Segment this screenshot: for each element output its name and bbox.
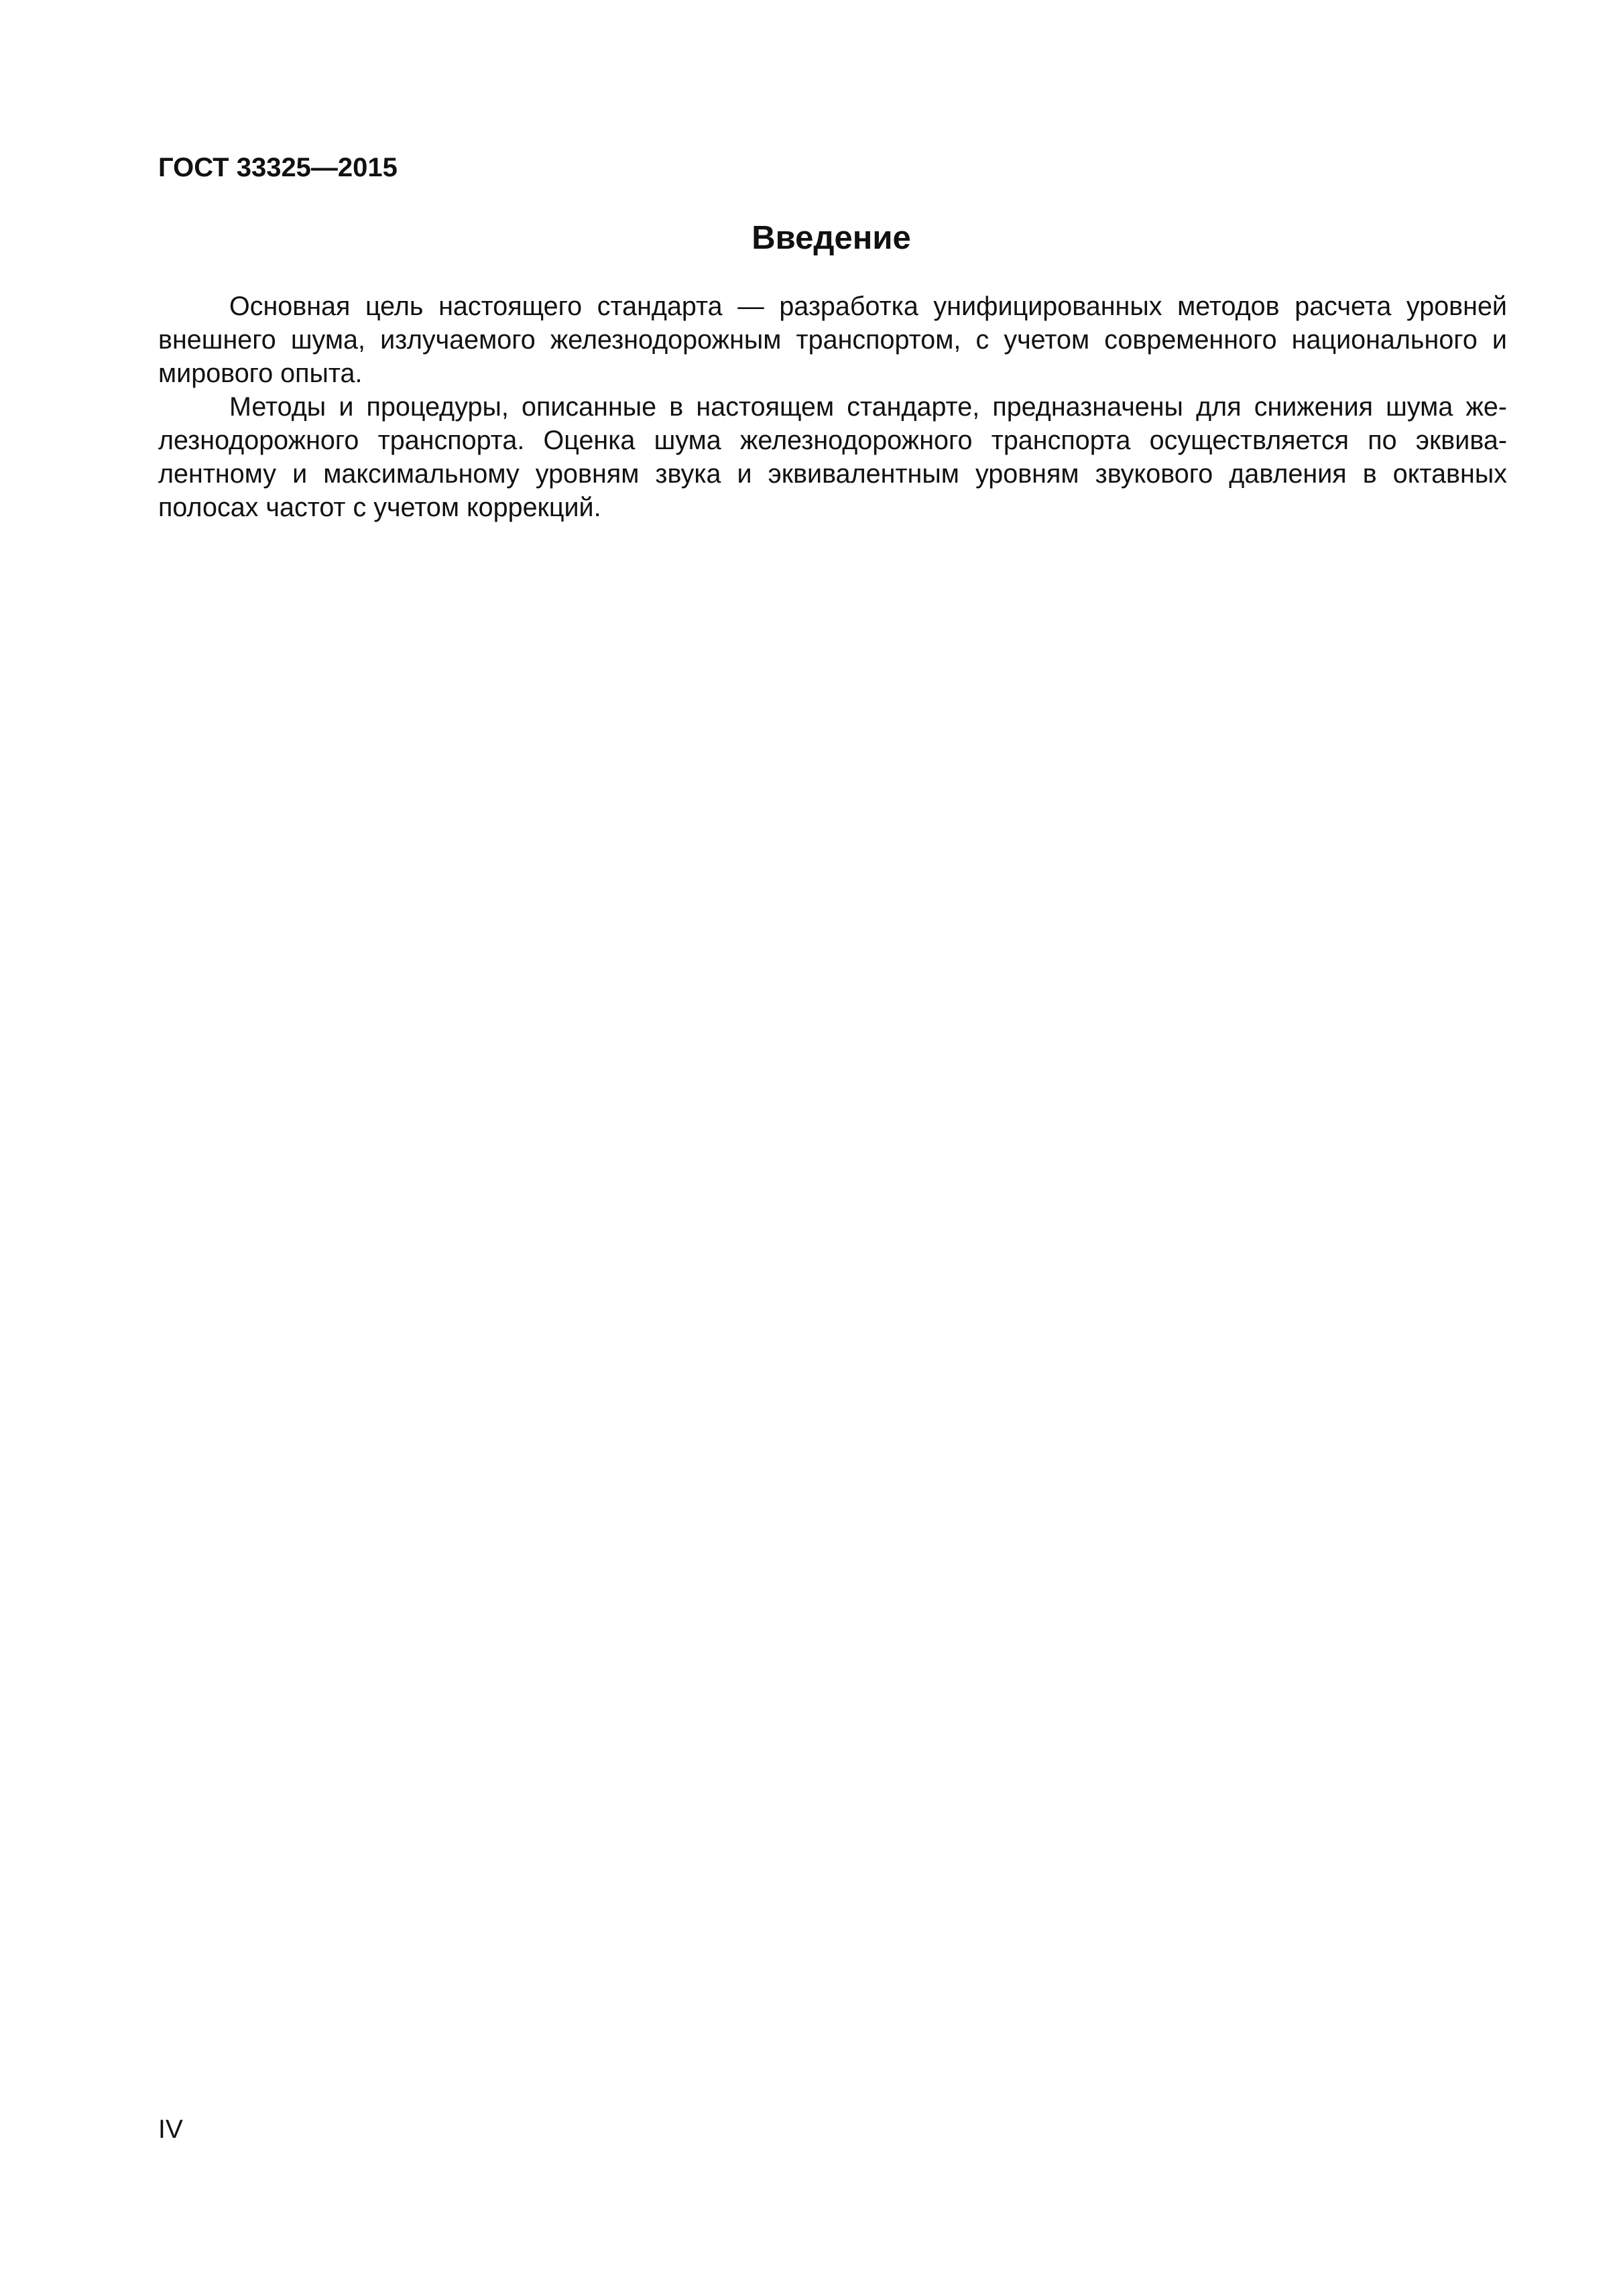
page-number: IV bbox=[158, 2115, 183, 2144]
paragraph: Основная цель настоящего стандарта — разработка унифицированных методов расчета уровней внешнего шума, излучаемого железнодорожным транспортом, с учетом современного национального и мирового опыта. bbox=[158, 292, 1507, 388]
paragraph: Методы и процедуры, описанные в настоящем стандарте, предназначены для снижения шума железнодорожного транспорта. Оценка шума железнодорожного транспорта осуществляется по эквивалентному и максимальному уровням звука и эквивалентным уровням звукового давления в октавных полосах частот с учетом коррекций. bbox=[158, 392, 1507, 522]
document-code: ГОСТ 33325—2015 bbox=[158, 153, 398, 182]
section-title: Введение bbox=[752, 220, 911, 256]
section-body bbox=[158, 290, 1507, 524]
